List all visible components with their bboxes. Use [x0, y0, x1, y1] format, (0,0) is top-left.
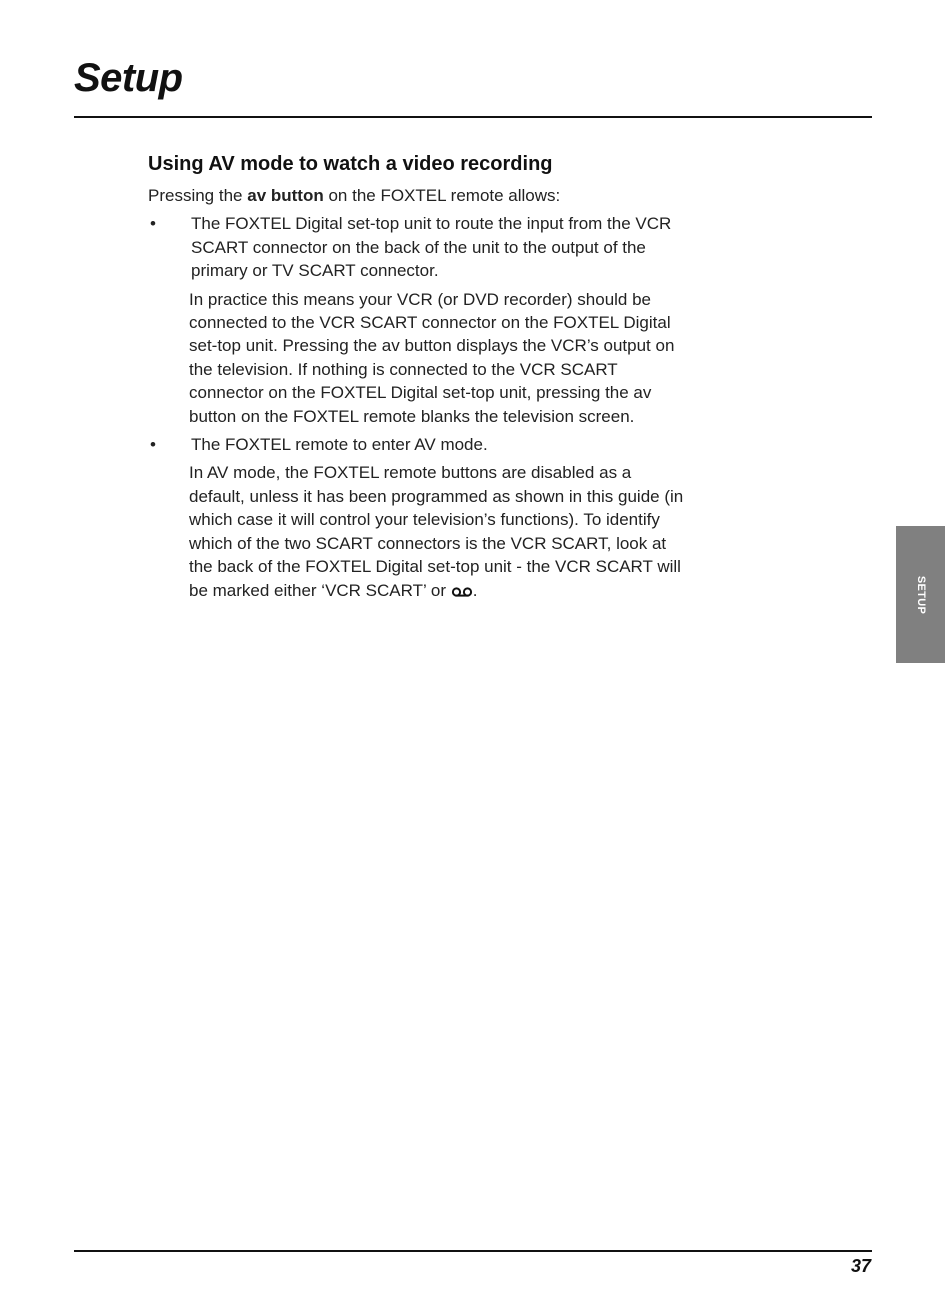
bullet-detail-paragraph: In practice this means your VCR (or DVD recorder) should be connected to the VCR SCART connector on the FOXTEL Digital set-top unit. Pressing the av button displays the VCR’s output on the television. If nothing is connected to the VCR SCART connector on the FOXTEL Digital set-top unit, pressing the av button on the FOXTEL remote blanks the television screen. — [189, 289, 675, 426]
page-number: 37 — [850, 1256, 871, 1276]
footer-rule — [74, 1250, 872, 1252]
vcr-tape-icon — [451, 580, 473, 603]
detail-text: In AV mode, the FOXTEL remote buttons are disabled as a default, unless it has been programmed as shown in this guide (in which case it will control your television’s functions). To identify which of the two SCART connectors is the VCR SCART, look at the back of the FOXTEL Digital set-top unit - the VCR SCART will be marked either ‘VCR SCART’ or — [189, 463, 684, 600]
section-heading: Using AV mode to watch a video recording — [148, 153, 553, 175]
bullet-symbol: • — [150, 214, 156, 234]
header-rule — [74, 116, 872, 118]
intro-paragraph — [148, 184, 688, 207]
intro-text-end: on the FOXTEL remote allows: — [323, 186, 561, 205]
main-content — [148, 150, 688, 608]
page-title: Setup — [74, 56, 183, 100]
av-button-term: av button — [247, 186, 324, 205]
detail-text-end: . — [472, 580, 478, 600]
side-tab-label: SETUP — [914, 575, 927, 614]
section-side-tab — [896, 526, 945, 663]
bullet-item — [148, 433, 688, 456]
bullet-symbol: • — [150, 435, 156, 455]
bullet-text: The FOXTEL remote to enter AV mode. — [191, 435, 488, 455]
bullet-detail-paragraph — [189, 461, 688, 602]
intro-text-start: Pressing the — [148, 186, 248, 205]
bullet-item — [148, 212, 688, 282]
bullet-text: The FOXTEL Digital set-top unit to route the input from the VCR SCART connector on the back of the unit to the output of the primary or TV SCART connector. — [191, 214, 672, 281]
